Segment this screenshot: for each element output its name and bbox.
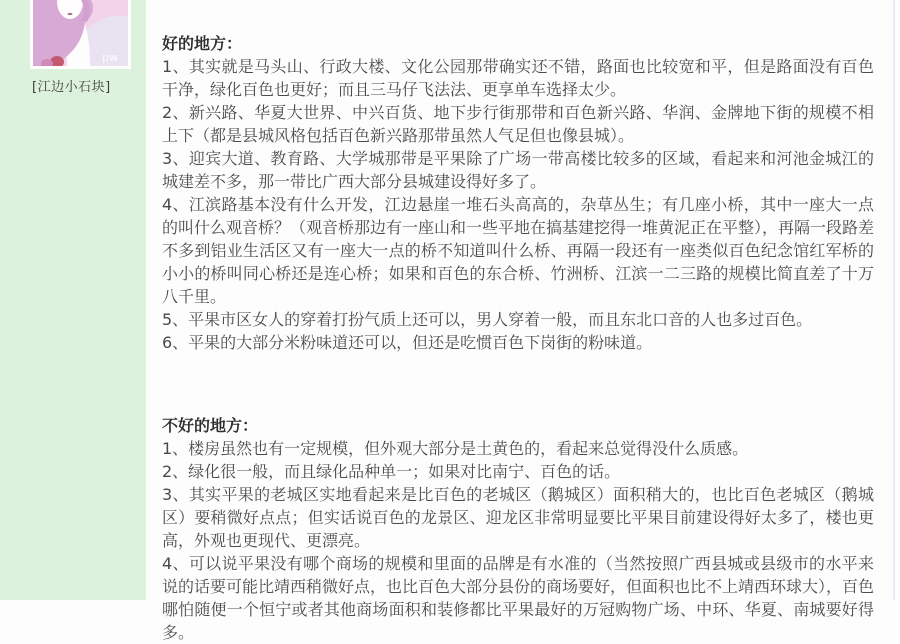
right-edge-border xyxy=(893,0,895,600)
post-body xyxy=(146,0,900,642)
post-paragraph: 3、其实平果的老城区实地看起来是比百色的老城区（鹅城区）面积稍大的，也比百色老城区（鹅城区）要稍微好点点；但实话说百色的龙景区、迎龙区非常明显要比平果目前建设得好太多了，楼也更高，外观也更现代、更漂亮。 xyxy=(162,485,874,550)
avatar-watermark: pw xyxy=(102,51,118,64)
post-paragraph: 4、江滨路基本没有什么开发，江边悬崖一堆石头高高的，杂草丛生；有几座小桥，其中一座大一点的叫什么观音桥？（观音桥那边有一座山和一些平地在搞基建挖得一堆黄泥正在平整），再隔一段路差不多到铝业生活区又有一座大一点的桥不知道叫什么桥、再隔一段还有一座类似百色纪念馆红军桥的小小的桥叫同心桥还是连心桥；如果和百色的东合桥、竹洲桥、江滨一二三路的规模比简直差了十万八千里。 xyxy=(162,195,875,306)
post-paragraph: 2、绿化很一般，而且绿化品种单一；如果对比南宁、百色的话。 xyxy=(162,462,621,481)
post-paragraph: 3、迎宾大道、教育路、大学城那带是平果除了广场一带高楼比较多的区域，看起来和河池金城江的城建差不多，那一带比广西大部分县城建设得好多了。 xyxy=(162,149,874,191)
post-paragraph: 6、平果的大部分米粉味道还可以，但还是吃惯百色下岗街的粉味道。 xyxy=(162,333,653,352)
avatar[interactable] xyxy=(30,0,131,69)
username-link[interactable]: [江边小石块] xyxy=(32,80,111,95)
post-author-cell xyxy=(0,0,146,600)
section-heading-good: 好的地方： xyxy=(162,34,243,53)
post-paragraph: 1、其实就是马头山、行政大楼、文化公园那带确实还不错，路面也比较宽和平，但是路面没有百色干净，绿化百色也更好；而且三马仔飞法法、更享单车选择太少。 xyxy=(162,57,874,99)
section-bad xyxy=(162,414,874,644)
section-heading-bad: 不好的地方： xyxy=(162,416,259,435)
section-good xyxy=(162,32,874,354)
post-paragraph: 4、可以说平果没有哪个商场的规模和里面的品牌是有水准的（当然按照广西县城或县级市的水平来说的话要可能比靖西稍微好点，也比百色大部分县份的商场要好，但面积也比不上靖西环球大），百色哪怕随便一个恒宁或者其他商场面积和装修都比平果最好的万冠购物广场、中环、华夏、南城要好得多。 xyxy=(162,554,875,642)
avatar-illustration xyxy=(33,0,128,66)
post-paragraph: 2、新兴路、华夏大世界、中兴百货、地下步行街那带和百色新兴路、华润、金牌地下街的规模不相上下（都是县城风格包括百色新兴路那带虽然人气足但也像县城）。 xyxy=(162,103,874,145)
post-paragraph: 1、楼房虽然也有一定规模，但外观大部分是土黄色的，看起来总觉得没什么质感。 xyxy=(162,439,749,458)
post-paragraph: 5、平果市区女人的穿着打扮气质上还可以，男人穿着一般，而且东北口音的人也多过百色。 xyxy=(162,310,813,329)
